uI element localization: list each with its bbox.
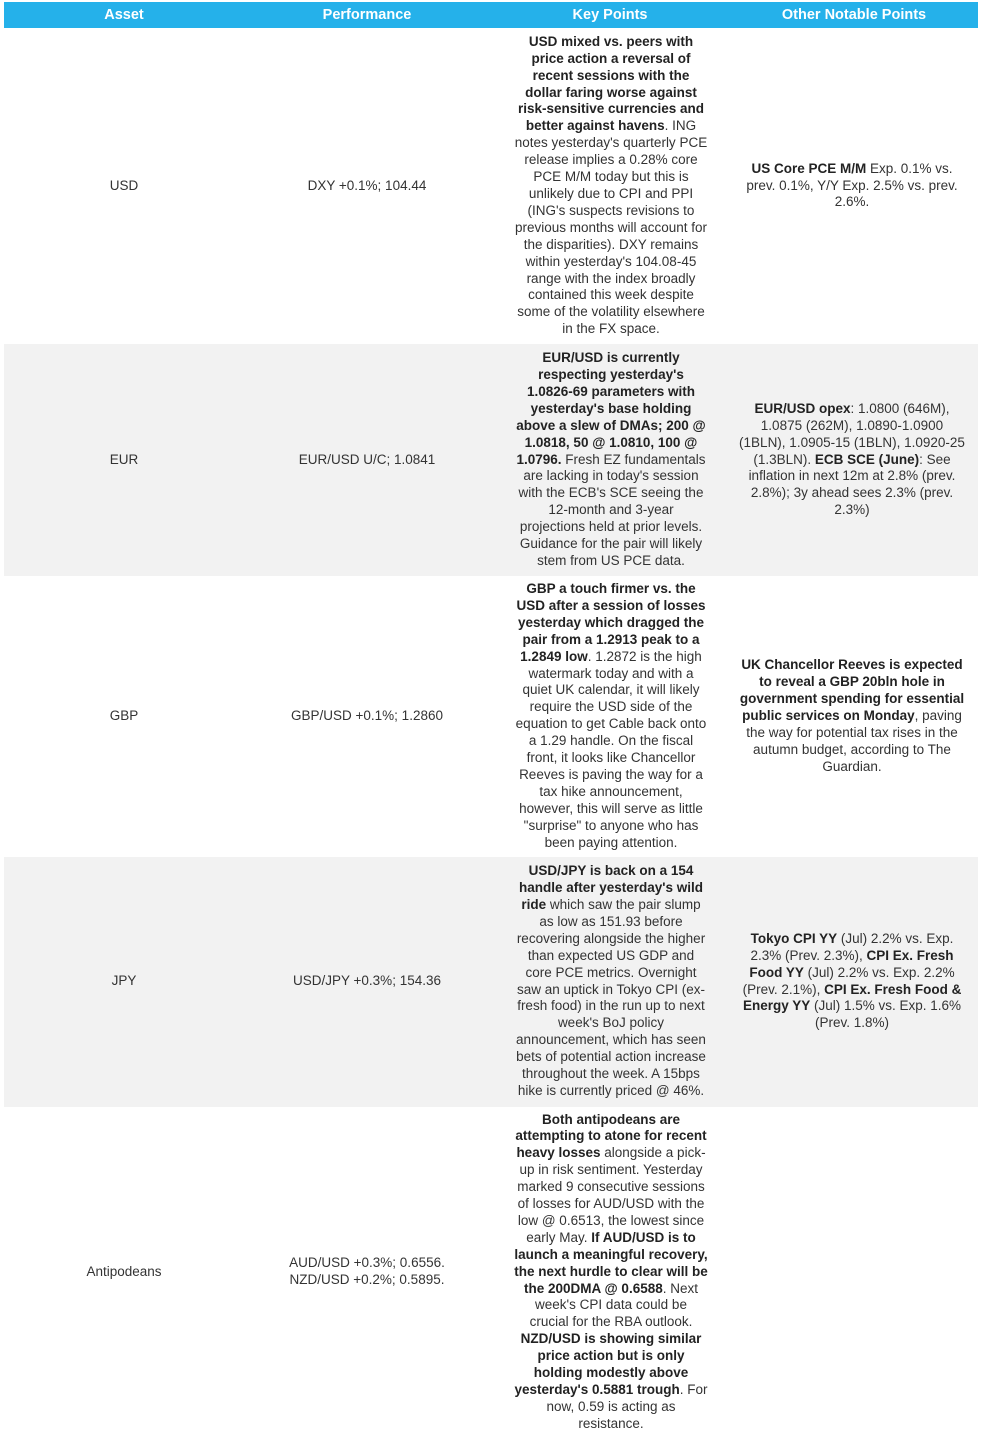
bold-text-run: CPI Ex. Fresh Food YY [749,947,954,980]
text-run: Exp. 0.1% vs. prev. 0.1%, Y/Y Exp. 2.5% vs. prev. 2.6%. [746,160,958,210]
bold-text-run: If AUD/USD is to launch a meaningful recovery, the next hurdle to clear will be the 200DMA @ 0.6588 [514,1229,708,1296]
asset-cell: EUR [4,344,244,576]
bold-text-run: USD mixed vs. peers with price action a reversal of recent sessions with the dollar faring worse against risk-sensitive currencies and better against havens [517,33,705,134]
text-run: . ING notes yesterday's quarterly PCE release implies a 0.28% core PCE M/M today but this is unlikely due to CPI and PPI (ING's suspects revisions to previous months will account for the disparities). DXY remains within yesterday's 104.08-45 range with the index broadly contained this week despite some of the volatility elsewhere in the FX space. [514,118,708,337]
other-points-cell [730,344,978,576]
other-points-cell [730,576,978,857]
performance-line-nzd: NZD/USD +0.2%; 0.5895. [289,1272,445,1288]
bold-text-run: Both antipodeans are attempting to atone for recent heavy losses [515,1111,707,1161]
text-run: (Jul) 2.2% vs. Exp. 2.2% (Prev. 2.1%), [742,964,955,997]
text-run: . 1.2872 is the high watermark today and with a quiet UK calendar, it will likely require the USD side of the equation to get Cable back onto a 1.29 handle. On the fiscal front, it looks like Chancellor Reeves is paving the way for a tax hike announcement, however, this will serve as little "surprise" to anyone who has been paying attention. [515,648,707,850]
table-row-jpy [4,857,978,1107]
text-run: . Next week's CPI data could be crucial for the RBA outlook. [529,1280,698,1330]
text-run: : See inflation in next 12m at 2.8% (prev. 2.8%); 3y ahead sees 2.3% (prev. 2.3%) [748,451,956,518]
bold-text-run: Tokyo CPI YY [750,930,838,946]
asset-cell: Antipodeans [86,1263,162,1279]
other-points-cell [730,857,978,1107]
header-other-notable-points: Other Notable Points [730,2,978,28]
bold-text-run: EUR/USD is currently respecting yesterday's 1.0826-69 parameters with yesterday's base holding above a slew of DMAs; 200 @ 1.0818, 50 @ 1.0810, 100 @ 1.0796. [516,350,706,467]
asset-cell: GBP [109,707,139,723]
performance-cell: USD/JPY +0.3%; 154.36 [244,857,490,1107]
key-points-cell [490,28,730,344]
text-run: (Jul) 2.2% vs. Exp. 2.3% (Prev. 2.3%), [750,930,954,963]
text-run: alongside a pick-up in risk sentiment. Yesterday marked 9 consecutive sessions of losses for AUD/USD with the low @ 0.6513, the lowest since early May. [517,1145,706,1245]
key-points-cell [490,1107,730,1438]
bold-text-run: USD/JPY is back on a 154 handle after yesterday's wild ride [518,863,704,912]
header-asset: Asset [4,2,244,28]
bold-text-run: GBP a touch firmer vs. the USD after a session of losses yesterday which dragged the pair from a 1.2913 peak to a 1.2849 low [516,581,706,664]
bold-text-run: NZD/USD is showing similar price action but is only holding modestly above yesterday's 0.5881 trough [514,1331,702,1397]
asset-cell: USD [109,177,139,193]
other-points-cell [730,1107,978,1438]
text-run: , paving the way for potential tax rises in the autumn budget, according to The Guardian. [746,707,962,774]
other-points-cell [730,28,978,344]
performance-cell: GBP/USD +0.1%; 1.2860 [291,707,443,723]
asset-cell: JPY [4,857,244,1107]
key-points-cell [490,857,730,1107]
key-points-cell [490,576,730,857]
header-performance: Performance [244,2,490,28]
text-run: : 1.0800 (646M), 1.0875 (262M), 1.0890-1.0900 (1BLN), 1.0905-15 (1BLN), 1.0920-25 (1.3BLN). [739,400,965,467]
performance-line-aud: AUD/USD +0.3%; 0.6556. [289,1255,445,1271]
bold-text-run: EUR/USD opex [754,400,851,416]
table-row-antipodeans [4,1107,978,1438]
fx-summary-table [4,2,978,1438]
bold-text-run: ECB SCE (June) [814,451,920,467]
table-row-usd [4,28,978,344]
bold-text-run: US Core PCE M/M [751,160,867,176]
text-run: which saw the pair slump as low as 151.93 before recovering alongside the higher than expected US GDP and core PCE metrics. Overnight saw an uptick in Tokyo CPI (ex-fresh food) in the run up to next week's BoJ policy announcement, which has seen bets of potential action increase throughout the week. A 15bps hike is currently priced @ 46%. [516,896,706,1098]
key-points-cell [490,344,730,576]
bold-text-run: CPI Ex. Fresh Food & Energy YY [742,981,962,1014]
text-run: Fresh EZ fundamentals are lacking in today's session with the ECB's SCE seeing the 12-month and 3-year projections held at prior levels. Guidance for the pair will likely stem from US PCE data. [518,451,706,568]
table-row-eur [4,344,978,576]
table-row-gbp [4,576,978,857]
performance-cell [244,1107,490,1438]
performance-cell: DXY +0.1%; 104.44 [307,177,427,193]
performance-cell: EUR/USD U/C; 1.0841 [244,344,490,576]
bold-text-run: UK Chancellor Reeves is expected to reveal a GBP 20bln hole in government spending for essential public services on Monday [739,657,965,723]
text-run: (Jul) 1.5% vs. Exp. 1.6% (Prev. 1.8%) [810,998,962,1031]
text-run: . For now, 0.59 is acting as resistance. [546,1382,708,1431]
header-key-points: Key Points [490,2,730,28]
header-row [4,2,978,28]
